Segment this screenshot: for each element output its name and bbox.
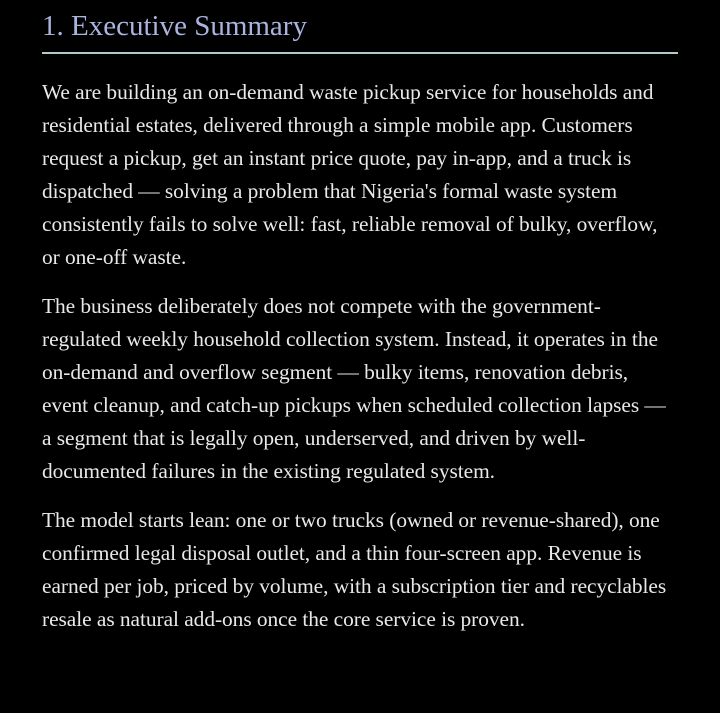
paragraph-model: The model starts lean: one or two trucks (owned or revenue-shared), one confirmed legal disposal outlet, and a thin four-screen app. Revenue is earned per job, priced by volume, with a subscription tier and recyclables resale as natural add-ons once the core service is proven. <box>42 508 667 631</box>
section-heading: 1. Executive Summary <box>42 8 678 54</box>
paragraph-positioning: The business deliberately does not compete with the government-regulated weekly household collection system. Instead, it operates in the on-demand and overflow segment — bulky items, renovation debris, event cleanup, and catch-up pickups when scheduled collection lapses — a segment that is legally open, underserved, and driven by well-documented failures in the existing regulated system. <box>42 294 666 483</box>
paragraph-overview: We are building an on-demand waste pickup service for households and residential estates, delivered through a simple mobile app. Customers request a pickup, get an instant price quote, pay in-app, and a truck is dispatched — solving a problem that Nigeria's formal waste system consistently fails to solve well: fast, reliable removal of bulky, overflow, or one-off waste. <box>42 80 658 269</box>
